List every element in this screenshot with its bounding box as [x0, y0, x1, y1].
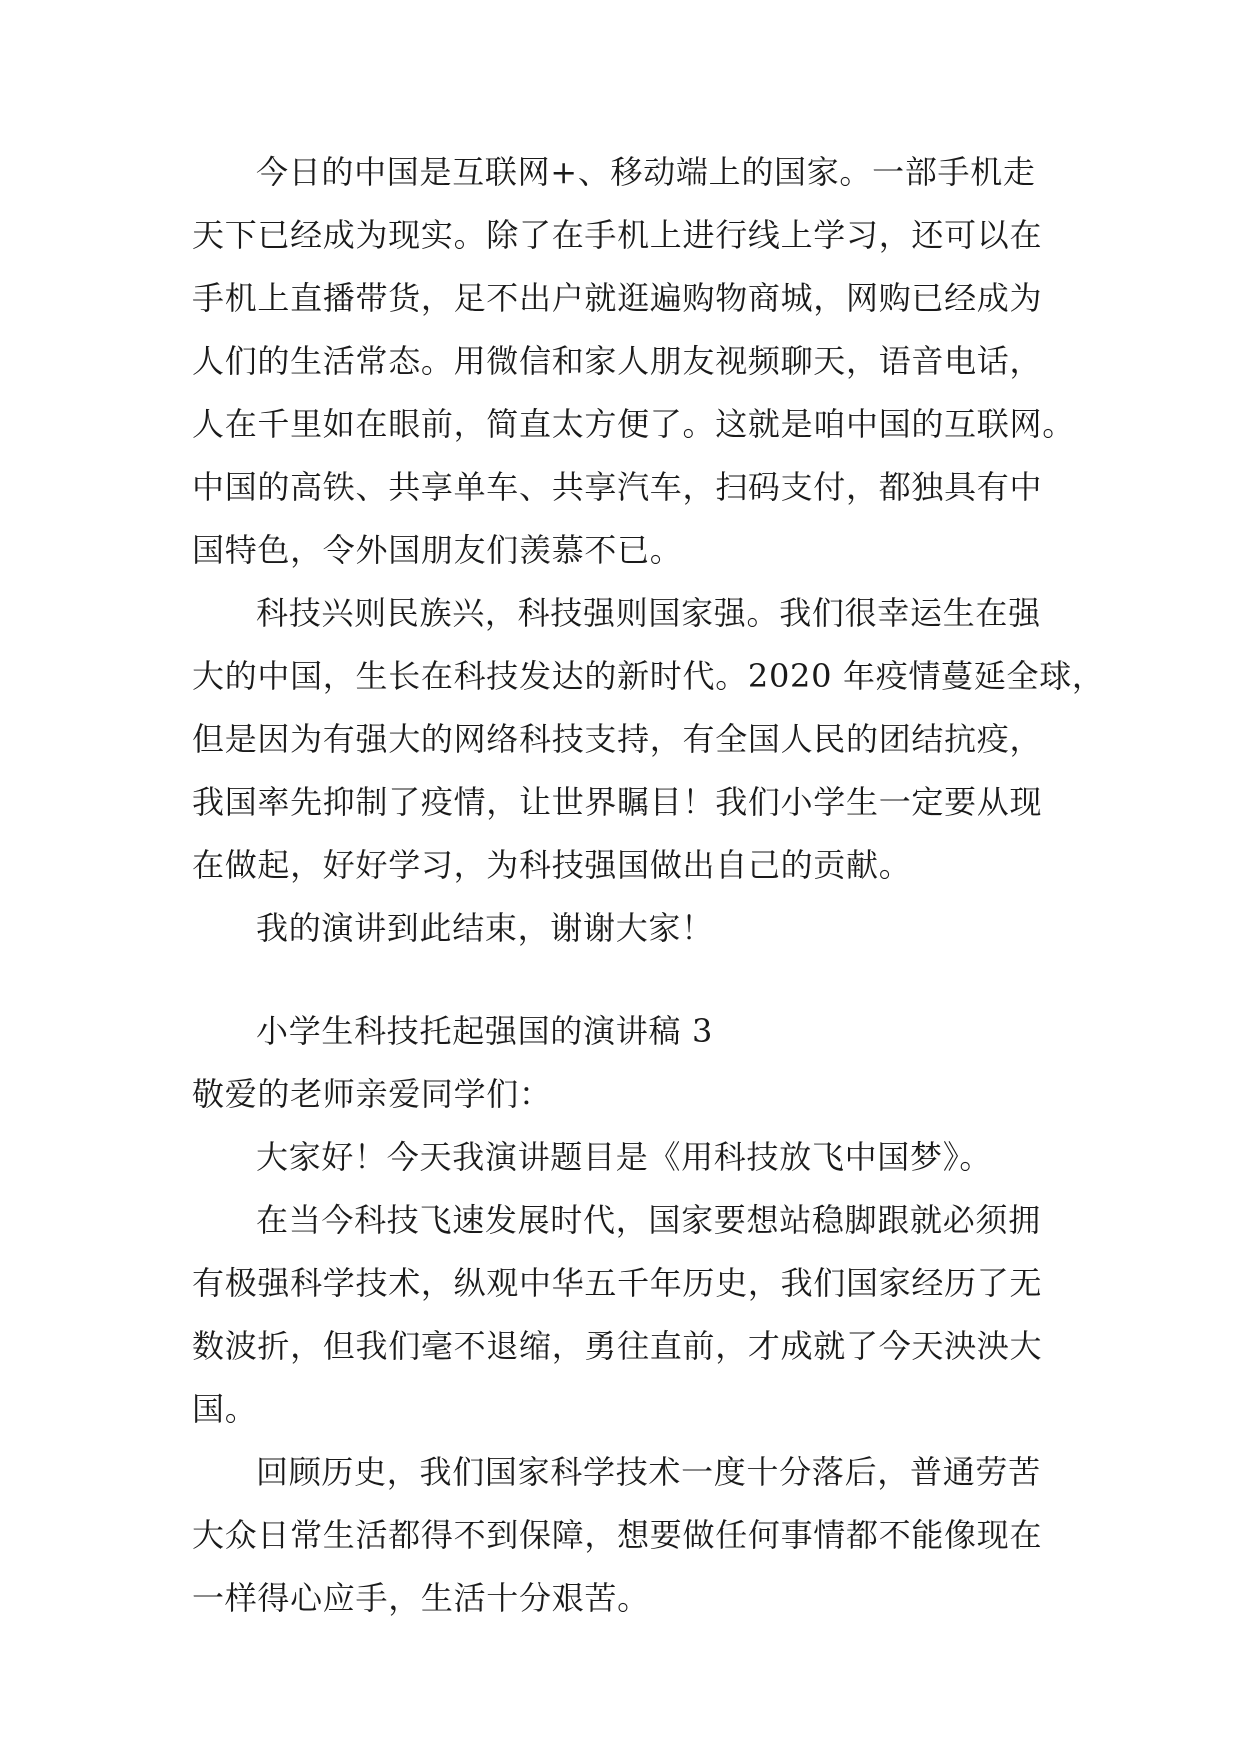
paragraph-2-line-1: 科技兴则民族兴，科技强则国家强。我们很幸运生在强 [256, 594, 1041, 632]
paragraph-4-line-1: 回顾历史，我们国家科学技术一度十分落后，普通劳苦 [256, 1453, 1041, 1491]
paragraph-2-line-4: 我国率先抑制了疫情，让世界瞩目！我们小学生一定要从现 [192, 783, 1043, 821]
paragraph-2-line-3: 但是因为有强大的网络科技支持，有全国人民的团结抗疫， [192, 720, 1043, 758]
paragraph-1-line-2: 天下已经成为现实。除了在手机上进行线上学习，还可以在 [192, 216, 1043, 254]
paragraph-1-line-1: 今日的中国是互联网+、移动端上的国家。一部手机走 [256, 153, 1036, 191]
paragraph-2-line-2: 大的中国，生长在科技发达的新时代。2020 年疫情蔓延全球， [192, 657, 1105, 695]
paragraph-3-line-2: 有极强科学技术，纵观中华五千年历史，我们国家经历了无 [192, 1264, 1043, 1302]
paragraph-3-line-4: 国。 [192, 1390, 258, 1428]
speech-heading: 小学生科技托起强国的演讲稿 3 [256, 1012, 714, 1050]
paragraph-3-line-3: 数波折，但我们毫不退缩，勇往直前，才成就了今天泱泱大 [192, 1327, 1043, 1365]
salutation: 敬爱的老师亲爱同学们： [192, 1075, 552, 1113]
closing-line: 我的演讲到此结束，谢谢大家！ [256, 909, 714, 947]
paragraph-1-line-5: 人在千里如在眼前，简直太方便了。这就是咱中国的互联网。 [192, 405, 1075, 443]
paragraph-1-line-6: 中国的高铁、共享单车、共享汽车，扫码支付，都独具有中 [192, 468, 1043, 506]
paragraph-4-line-2: 大众日常生活都得不到保障，想要做任何事情都不能像现在 [192, 1516, 1043, 1554]
paragraph-2-line-5: 在做起，好好学习，为科技强国做出自己的贡献。 [192, 846, 912, 884]
paragraph-1-line-7: 国特色，令外国朋友们羡慕不已。 [192, 531, 683, 569]
paragraph-4-line-3: 一样得心应手，生活十分艰苦。 [192, 1579, 650, 1617]
greeting-line: 大家好！今天我演讲题目是《用科技放飞中国梦》。 [256, 1138, 993, 1176]
paragraph-3-line-1: 在当今科技飞速发展时代，国家要想站稳脚跟就必须拥 [256, 1201, 1041, 1239]
paragraph-1-line-3: 手机上直播带货，足不出户就逛遍购物商城，网购已经成为 [192, 279, 1043, 317]
paragraph-1-line-4: 人们的生活常态。用微信和家人朋友视频聊天，语音电话， [192, 342, 1043, 380]
